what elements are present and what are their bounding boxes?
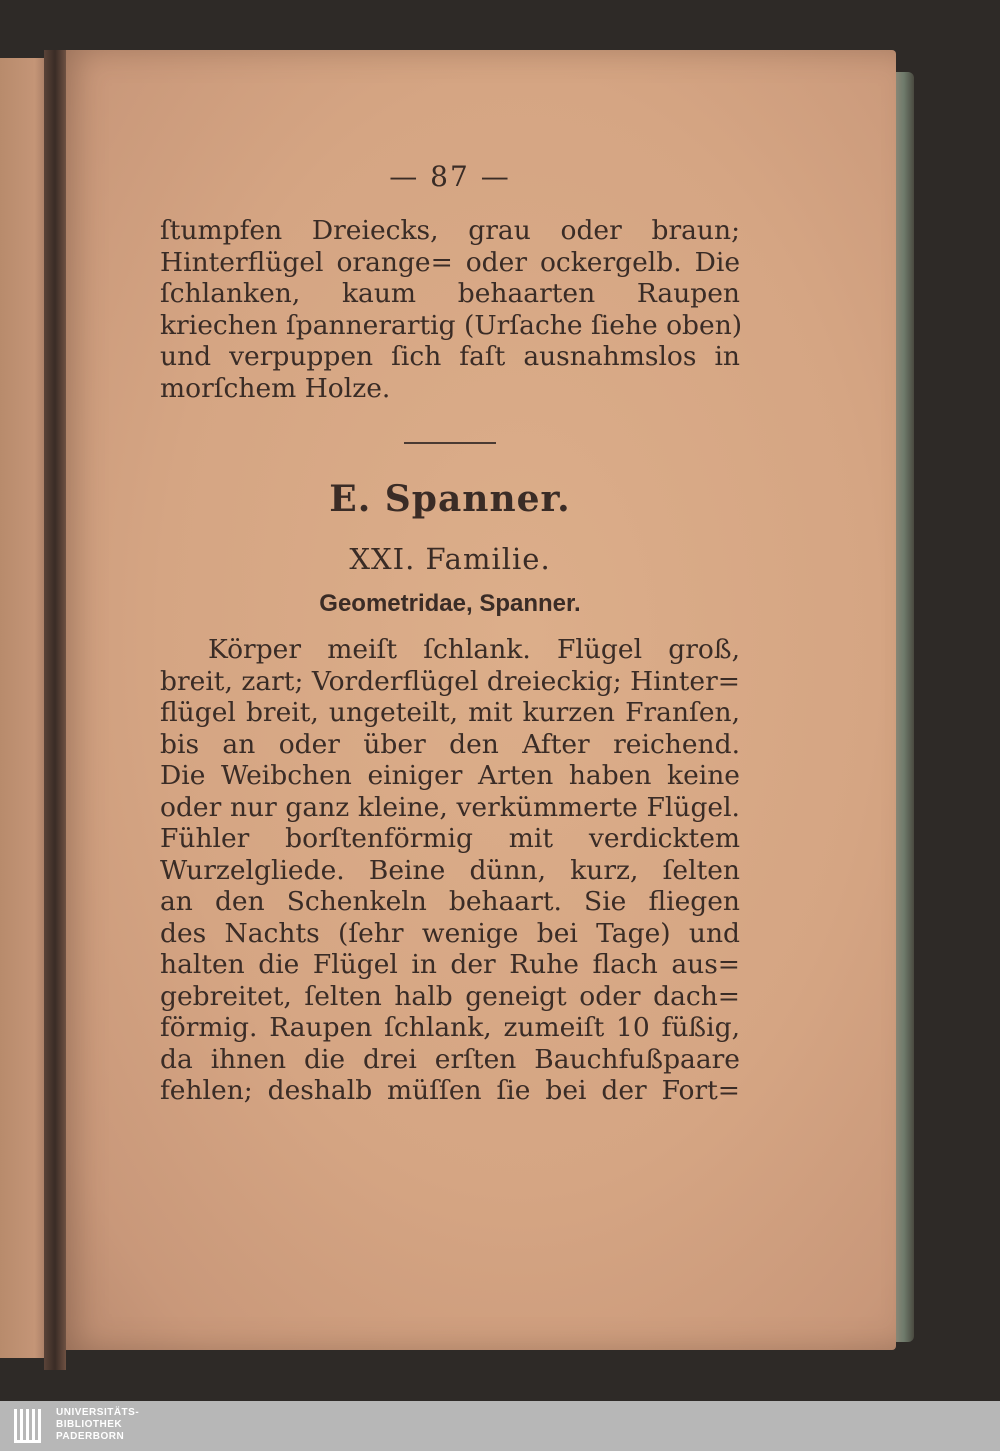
text-line: ſchlanken, kaum behaarten Raupen <box>160 278 740 309</box>
text-line: des Nachts (ſehr wenige bei Tage) und <box>160 917 740 949</box>
library-name-line: PADERBORN <box>56 1431 125 1442</box>
section-divider <box>404 442 496 444</box>
family-heading: XXI. Familie. <box>349 542 551 576</box>
text-line: förmig. Raupen ſchlank, zumeiſt 10 füßig, <box>160 1012 740 1043</box>
text-line: kriechen ſpannerartig (Urſache ſiehe oben) <box>160 309 743 341</box>
library-logo-icon <box>12 1407 46 1445</box>
intro-paragraph <box>160 215 743 404</box>
text-line: Körper meiſt ſchlank. Flügel groß, <box>208 634 740 665</box>
page-text <box>160 160 743 1107</box>
page-number: — 87 — <box>389 160 511 193</box>
section-title: E. Spanner. <box>329 478 571 520</box>
text-line: und verpuppen ſich faſt ausnahmslos in <box>160 341 740 372</box>
library-footer <box>0 1401 1000 1451</box>
text-line: oder nur ganz kleine, verkümmerte Flügel. <box>160 791 740 823</box>
text-line: bis an oder über den After reichend. <box>160 728 740 760</box>
text-line: Fühler borſtenförmig mit verdicktem <box>160 823 740 854</box>
text-line: ſtumpfen Dreiecks, grau oder braun; <box>160 215 740 246</box>
library-name-line: UNIVERSITÄTS- <box>56 1407 140 1418</box>
text-line: an den Schenkeln behaart. Sie fliegen <box>160 886 740 917</box>
book-gutter <box>44 50 66 1370</box>
text-line: fehlen; deshalb müſſen ſie bei der Fort= <box>160 1075 740 1106</box>
text-line: flügel breit, ungeteilt, mit kurzen Franſen, <box>160 697 740 728</box>
taxon-heading: Geometridae, Spanner. <box>319 590 581 617</box>
text-line: Die Weibchen einiger Arten haben keine <box>160 760 740 791</box>
text-line: Wurzelgliede. Beine dünn, kurz, ſelten <box>160 854 740 886</box>
text-line: halten die Flügel in der Ruhe flach aus= <box>160 949 740 980</box>
text-line: Hinterflügel orange= oder ockergelb. Die <box>160 246 740 278</box>
library-name <box>56 1407 139 1443</box>
description-paragraph <box>160 634 740 1107</box>
library-name-line: BIBLIOTHEK <box>56 1419 123 1430</box>
text-line: morſchem Holze. <box>160 372 391 404</box>
text-line: da ihnen die drei erſten Bauchfußpaare <box>160 1043 740 1075</box>
text-line: breit, zart; Vorderflügel dreieckig; Hinter= <box>160 665 740 697</box>
text-line: gebreitet, ſelten halb geneigt oder dach= <box>160 980 740 1012</box>
